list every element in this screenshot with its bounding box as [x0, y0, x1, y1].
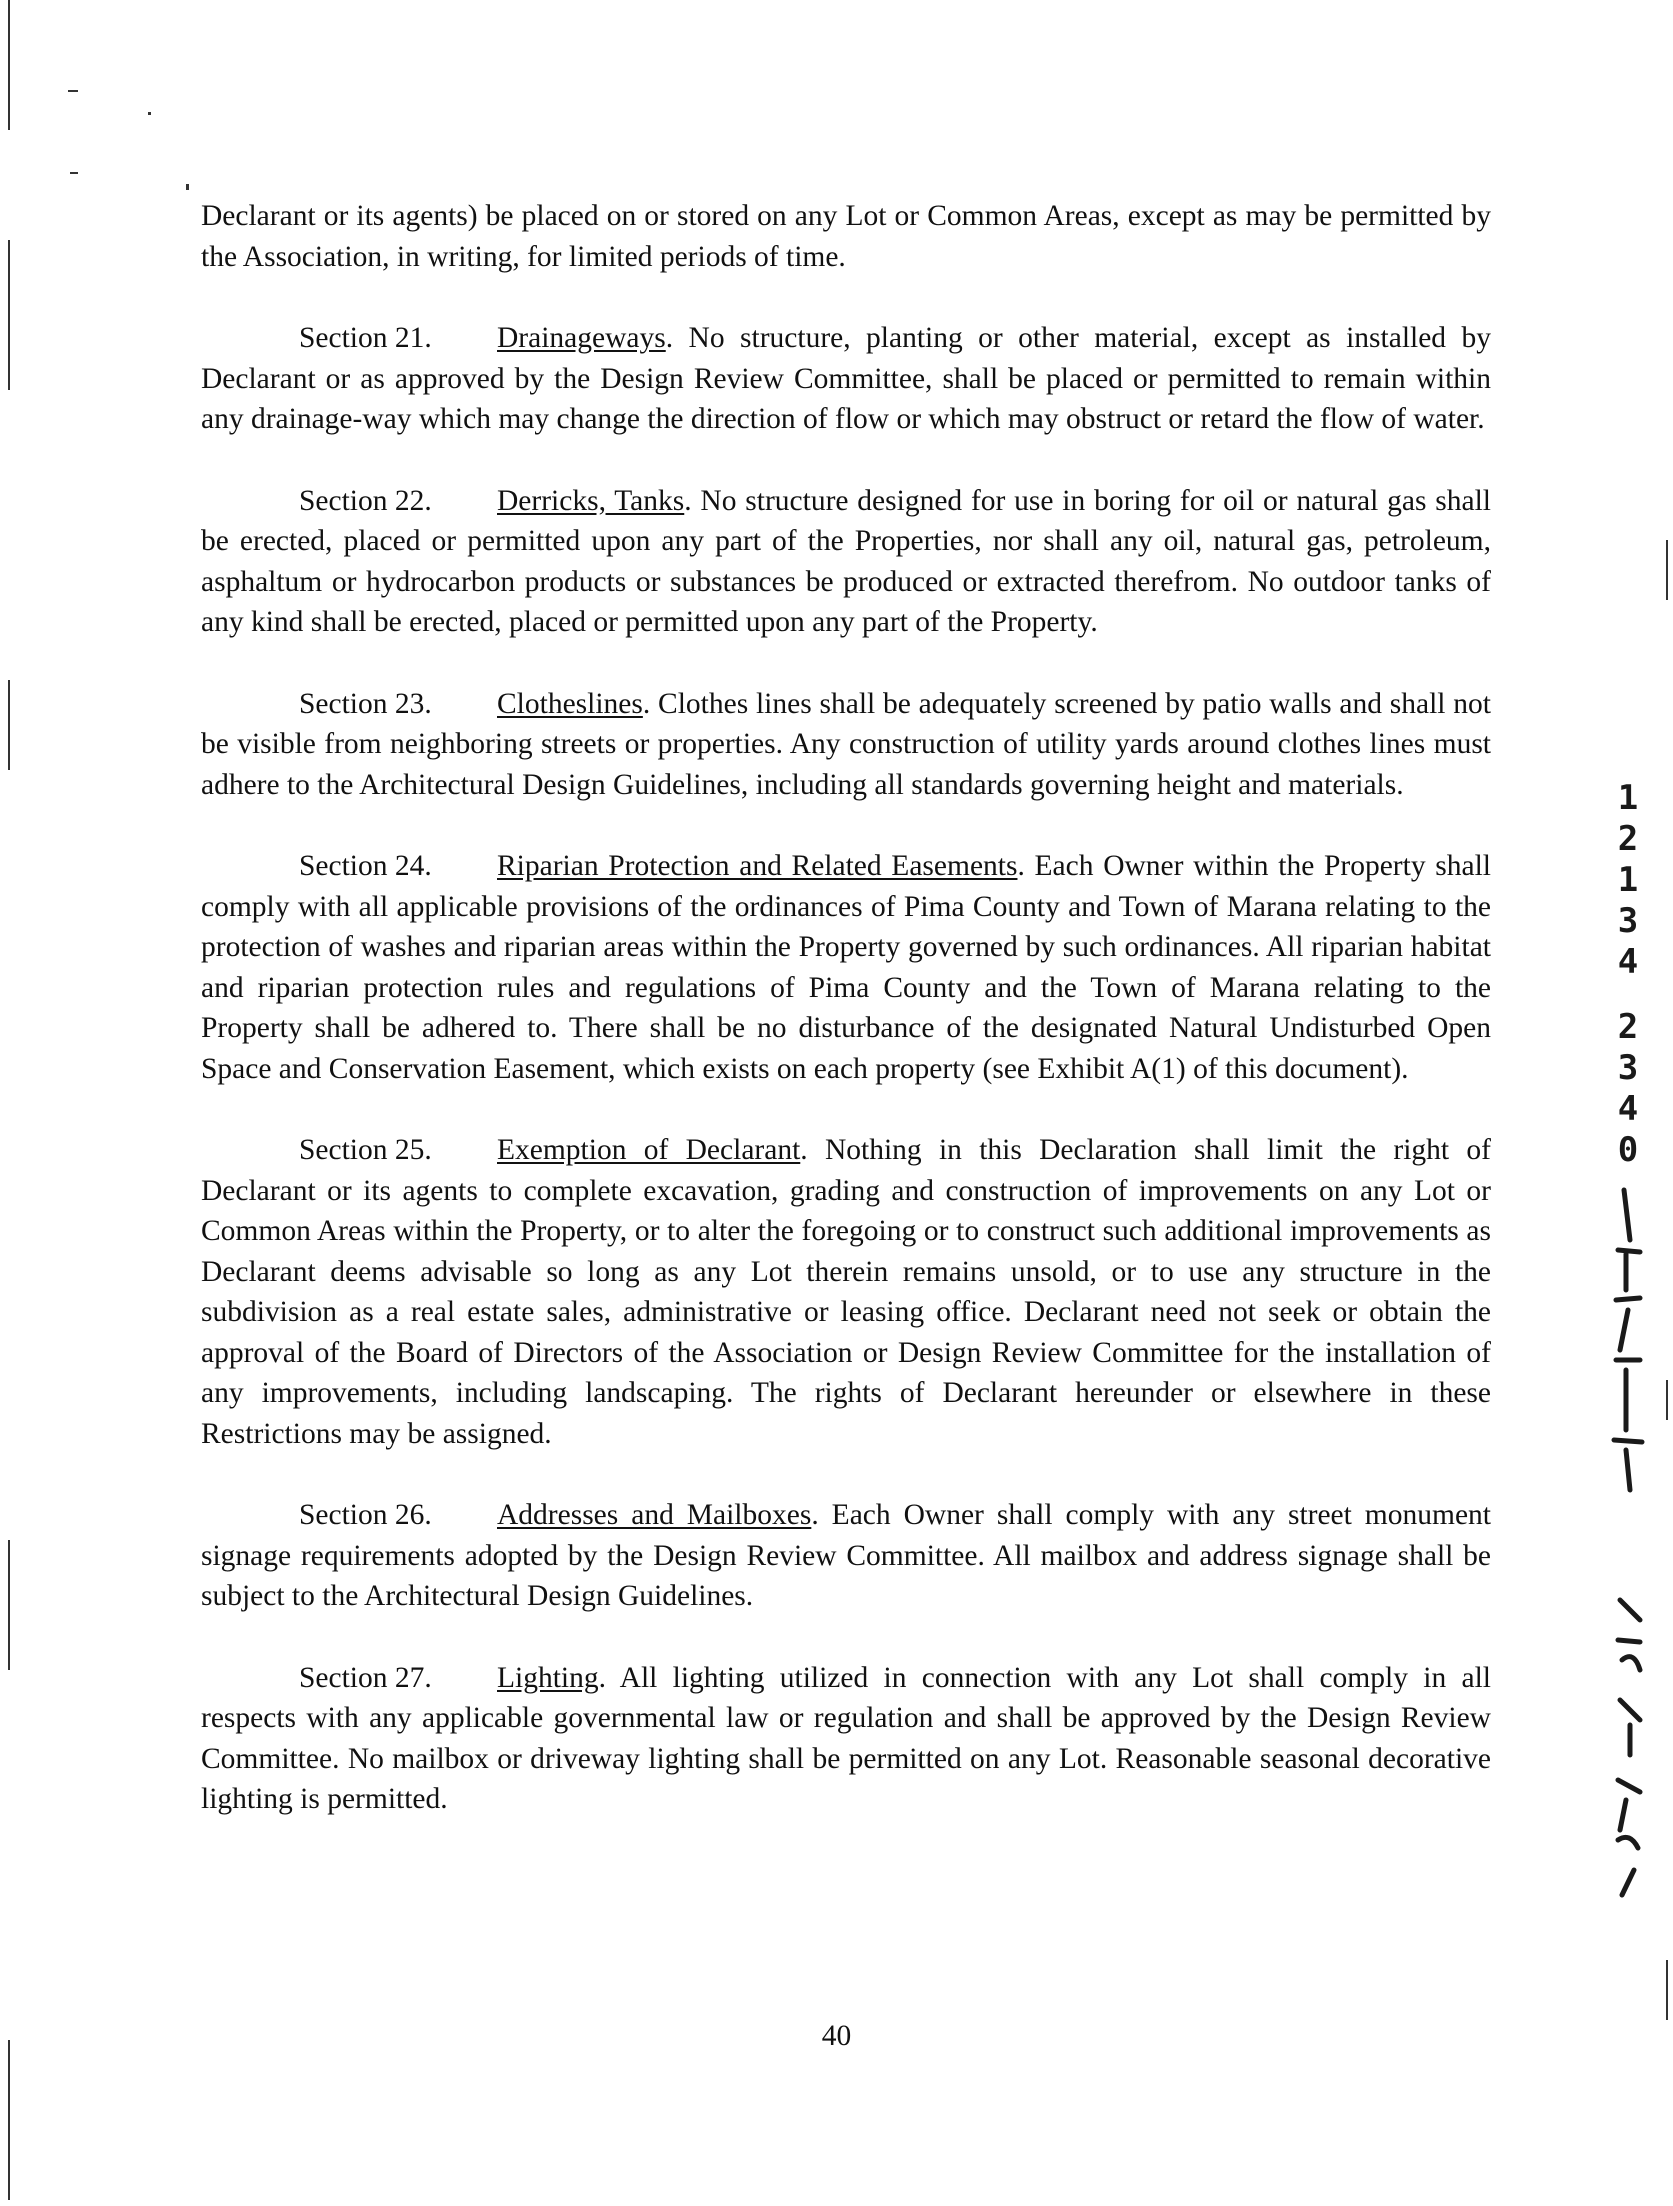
section-heading: Riparian Protection and Related Easements	[497, 850, 1018, 882]
scan-edge-mark	[8, 240, 10, 390]
scan-edge-mark	[1666, 1960, 1668, 2020]
section-heading: Lighting	[497, 1661, 599, 1694]
page-number: 40	[821, 2020, 852, 2052]
scan-speck	[70, 172, 78, 174]
scan-edge-mark	[1666, 1380, 1668, 1420]
overprinted-stamp-marks	[1596, 1180, 1666, 1900]
section-number: Section 25.	[299, 1134, 432, 1166]
section-number: Section 27.	[299, 1661, 432, 1694]
document-body	[201, 196, 1491, 1861]
heading-period: .	[665, 322, 674, 354]
scan-speck	[68, 90, 78, 92]
scan-edge-mark	[8, 0, 10, 130]
section-text: No structure, planting or other material, except as installed by Declarant or as approved by the Design Review Committee, shall be placed or permitted to remain within any drainage-way which may change the direction of flow or which may obstruct or retard the flow of water.	[201, 322, 1491, 435]
stamp-digit: 2	[1617, 1007, 1639, 1047]
section-text: No structure designed for use in boring for oil or natural gas shall be erected, placed or permitted upon any part of the Properties, nor shall any oil, natural gas, petroleum, asphaltum or hydrocarbon products or substances be produced or extracted therefrom. No outdoor tanks of any kind shall be erected, placed or permitted upon any part of the Property.	[201, 484, 1491, 638]
heading-period: .	[642, 687, 651, 720]
section-text: All lighting utilized in connection with any Lot shall comply in all respects with any applicable governmental law or regulation and shall be approved by the Design Review Committee. No mailbox or driveway lighting shall be permitted on any Lot. Reasonable seasonal decorative lighting is permitted.	[201, 1661, 1491, 1815]
section-heading: Exemption of Declarant	[497, 1134, 801, 1166]
section-number: Section 23.	[299, 687, 432, 720]
opening-paragraph: Declarant or its agents) be placed on or stored on any Lot or Common Areas, except as may be permitted by the Association, in writing, for limited periods of time.	[201, 200, 1491, 273]
section-heading: Drainageways	[497, 322, 666, 354]
stamp-digit: 4	[1617, 1089, 1639, 1129]
section-25	[201, 1130, 1491, 1454]
heading-period: .	[684, 484, 692, 517]
section-22	[201, 481, 1491, 643]
stamp-digit: 1	[1617, 860, 1639, 900]
heading-period: .	[1017, 850, 1025, 882]
heading-period: .	[598, 1661, 606, 1694]
section-text: Each Owner within the Property shall comply with all applicable provisions of the ordinances of Pima County and Town of Marana relating to the protection of washes and riparian areas within the Property governed by such ordinances. All riparian habitat and riparian protection rules and regulations of Pima County and the Town of Marana relating to the Property shall be adhered to. There shall be no disturbance of the designated Natural Undisturbed Open Space and Conservation Easement, which exists on each property (see Exhibit A(1) of this document).	[201, 850, 1491, 1085]
section-heading: Clotheslines	[497, 687, 643, 720]
stamp-digit: 1	[1617, 778, 1639, 818]
section-number: Section 22.	[299, 484, 432, 517]
section-21	[201, 318, 1491, 440]
stamp-group	[1606, 778, 1650, 983]
section-heading: Derricks, Tanks	[497, 484, 685, 517]
section-27	[201, 1658, 1491, 1820]
section-number: Section 24.	[299, 850, 432, 882]
heading-period: .	[800, 1134, 808, 1166]
recording-number-stamp	[1606, 778, 1650, 1195]
scan-edge-mark	[1666, 540, 1668, 600]
stamp-digit: 2	[1617, 819, 1639, 859]
scan-edge-mark	[8, 2040, 10, 2200]
section-24	[201, 846, 1491, 1089]
scan-edge-mark	[8, 680, 10, 770]
section-number: Section 26.	[299, 1499, 432, 1531]
scan-edge-mark	[8, 1540, 10, 1670]
section-23	[201, 684, 1491, 806]
stamp-digit: 4	[1617, 942, 1639, 982]
heading-period: .	[811, 1499, 819, 1531]
section-text: Nothing in this Declaration shall limit the right of Declarant or its agents to complete excavation, grading and construction of improvements on any Lot or Common Areas within the Property, or to alter the foregoing or to construct such additional improvements as Declarant deems advisable so long as any Lot therein remains unsold, or to use any structure in the subdivision as a real estate sales, administrative or leasing office. Declarant need not seek or obtain the approval of the Board of Directors of the Association or Design Review Committee for the installation of any improvements, including landscaping. The rights of Declarant hereunder or elsewhere in these Restrictions may be assigned.	[201, 1134, 1491, 1450]
section-heading: Addresses and Mailboxes	[497, 1499, 812, 1531]
section-number: Section 21.	[299, 322, 432, 354]
section-26	[201, 1495, 1491, 1617]
stamp-digit: 3	[1617, 901, 1639, 941]
scan-speck	[148, 112, 151, 115]
scan-speck	[186, 184, 189, 190]
section-text: Clothes lines shall be adequately screened by patio walls and shall not be visible from neighboring streets or properties. Any construction of utility yards around clothes lines must adhere to the Architectural Design Guidelines, including all standards governing height and materials.	[201, 687, 1491, 801]
stamp-digit: 0	[1617, 1130, 1639, 1170]
stamp-group	[1606, 1007, 1650, 1171]
section-text: Each Owner shall comply with any street monument signage requirements adopted by the Design Review Committee. All mailbox and address signage shall be subject to the Architectural Design Guidelines.	[201, 1499, 1491, 1612]
stamp-digit: 3	[1617, 1048, 1639, 1088]
